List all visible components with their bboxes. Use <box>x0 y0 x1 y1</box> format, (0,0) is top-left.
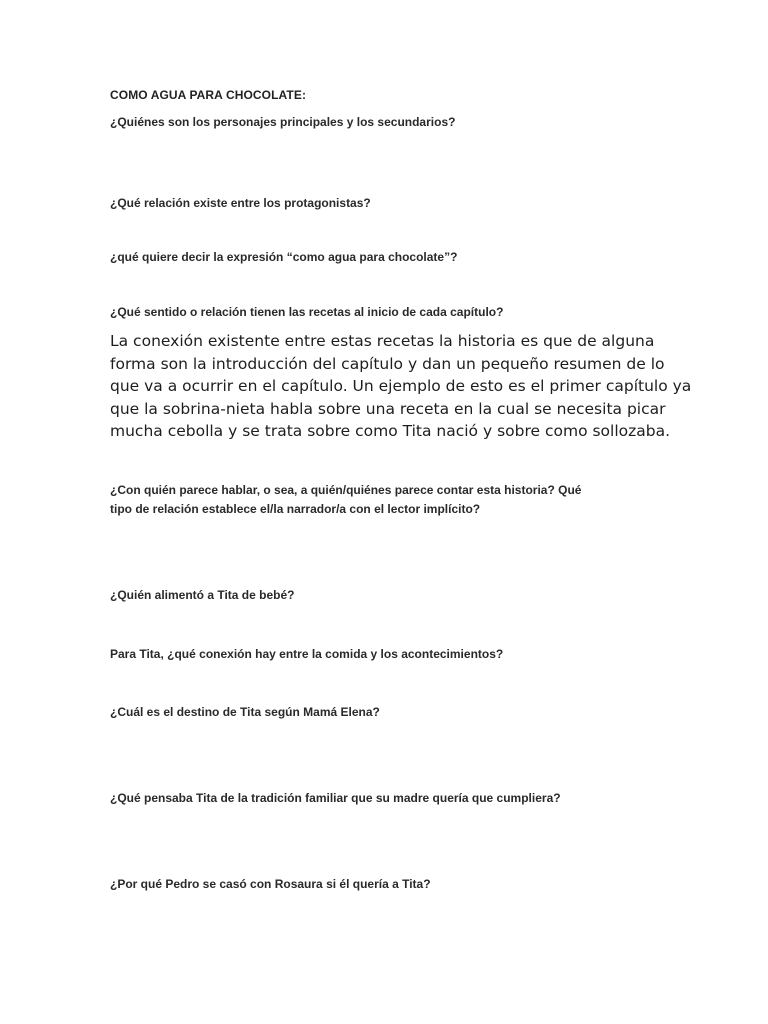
document-title: COMO AGUA PARA CHOCOLATE: <box>110 88 307 102</box>
answer-line: que va a ocurrir en el capítulo. Un ejemplo de esto es el primer capítulo ya <box>110 377 692 395</box>
question-6: ¿Quién alimentó a Tita de bebé? <box>110 588 295 602</box>
question-8: ¿Cuál es el destino de Tita según Mamá Elena? <box>110 705 380 719</box>
answer-line: que la sobrina-nieta habla sobre una receta en la cual se necesita picar <box>110 399 666 418</box>
question-5-line-1: ¿Con quién parece hablar, o sea, a quién/quiénes parece contar esta historia? Qué <box>110 483 582 497</box>
answer-line: forma son la introducción del capítulo y dan un pequeño resumen de lo <box>110 354 665 373</box>
question-2: ¿Qué relación existe entre los protagonistas? <box>110 196 371 210</box>
question-4: ¿Qué sentido o relación tienen las recetas al inicio de cada capítulo? <box>110 305 504 319</box>
answer-line: mucha cebolla y se trata sobre como Tita nació y sobre como sollozaba. <box>110 422 671 440</box>
question-7: Para Tita, ¿qué conexión hay entre la comida y los acontecimientos? <box>110 647 504 661</box>
question-3: ¿qué quiere decir la expresión “como agua para chocolate”? <box>110 250 458 264</box>
answer-paragraph <box>110 330 692 443</box>
question-10: ¿Por qué Pedro se casó con Rosaura si él quería a Tita? <box>110 877 431 891</box>
answer-line: La conexión existente entre estas recetas la historia es que de alguna <box>110 332 655 350</box>
question-5-line-2: tipo de relación establece el/la narrador/a con el lector implícito? <box>110 502 481 516</box>
question-1: ¿Quiénes son los personajes principales y los secundarios? <box>110 115 456 129</box>
question-9: ¿Qué pensaba Tita de la tradición familiar que su madre quería que cumpliera? <box>110 791 561 805</box>
